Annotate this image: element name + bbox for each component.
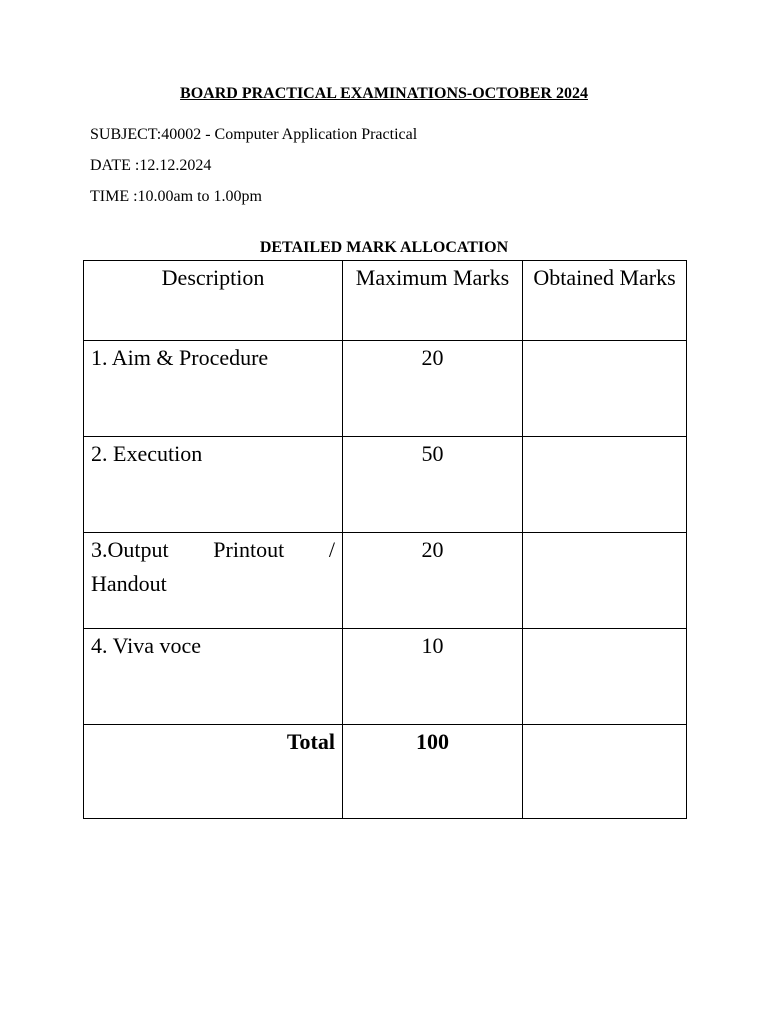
row-description: 2. Execution [84,437,343,533]
time-line: TIME :10.00am to 1.00pm [90,188,262,205]
row-maximum-marks: 20 [343,341,523,437]
row-description: 4. Viva voce [84,629,343,725]
row-obtained-marks [523,341,687,437]
table-row [84,437,687,533]
header-maximum-marks: Maximum Marks [343,261,523,341]
table-row [84,533,687,629]
row-maximum-marks: 10 [343,629,523,725]
table-header-row [84,261,687,341]
header-description: Description [84,261,343,341]
row-obtained-marks [523,533,687,629]
row-maximum-marks: 50 [343,437,523,533]
row-description: 1. Aim & Procedure [84,341,343,437]
total-maximum-marks: 100 [343,725,523,819]
row-obtained-marks [523,629,687,725]
row-maximum-marks: 20 [343,533,523,629]
total-row [84,725,687,819]
table-row [84,629,687,725]
row-description: 3.Output Printout / Handout [84,533,343,629]
document-title: BOARD PRACTICAL EXAMINATIONS-OCTOBER 2024 [180,85,588,102]
date-line: DATE :12.12.2024 [90,157,212,174]
table-heading: DETAILED MARK ALLOCATION [259,239,509,256]
header-obtained-marks: Obtained Marks [523,261,687,341]
total-obtained-marks [523,725,687,819]
total-label: Total [84,725,343,819]
mark-allocation-table [83,260,687,819]
row-obtained-marks [523,437,687,533]
table-row [84,341,687,437]
subject-line: SUBJECT:40002 - Computer Application Practical [90,126,418,143]
